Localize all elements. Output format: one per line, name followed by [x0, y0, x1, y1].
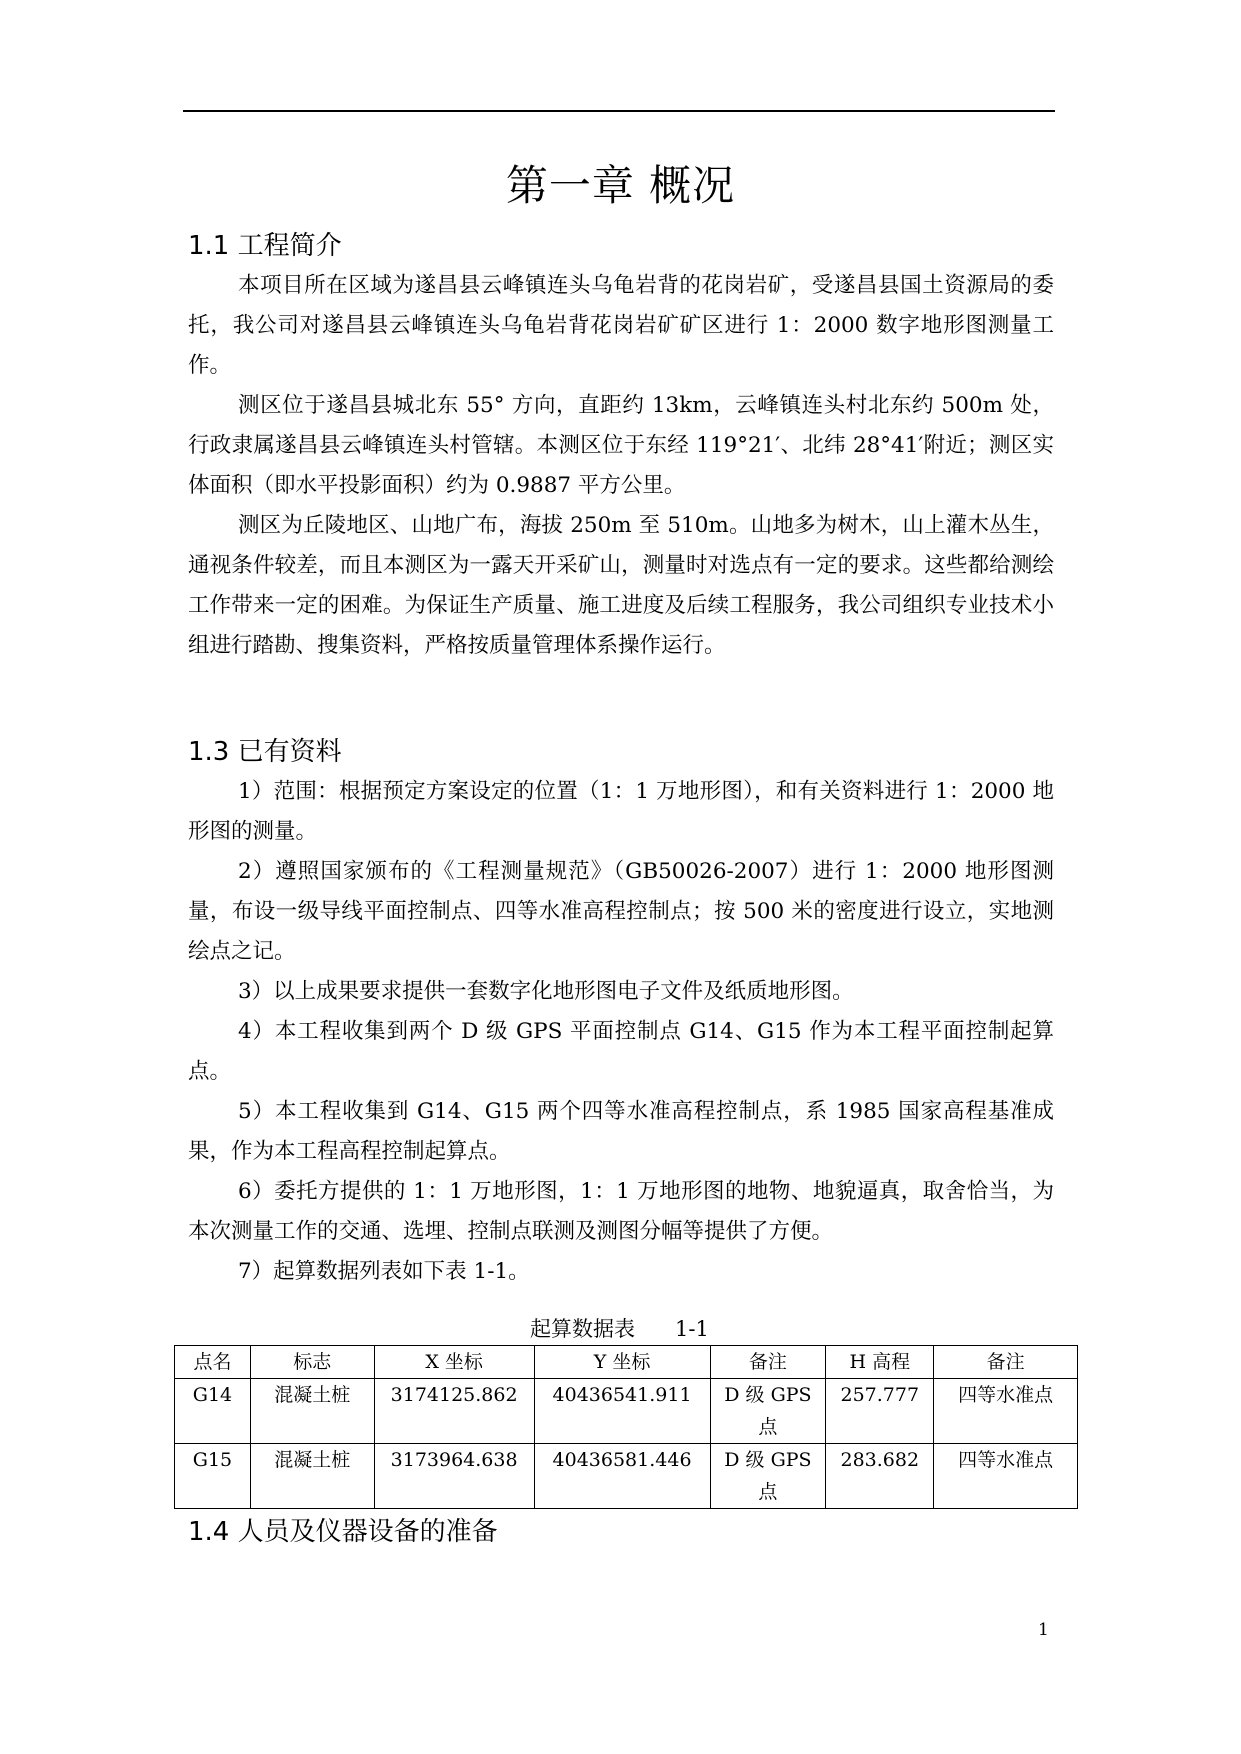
start-data-table [174, 1345, 1078, 1509]
cell-x-coordinate: 3173964.638 [374, 1444, 534, 1509]
cell-remark-2: 四等水准点 [934, 1379, 1078, 1444]
cell-remark-2: 四等水准点 [934, 1444, 1078, 1509]
paragraph-item-2: 2）遵照国家颁布的《工程测量规范》（GB50026-2007）进行 1：2000 地形图测量，布设一级导线平面控制点、四等水准高程控制点；按 500 米的密度进行设立，实地测绘点之记。 [188, 859, 1054, 964]
header-rule [183, 110, 1055, 112]
table-row [175, 1444, 1078, 1509]
paragraph-survey-location: 测区位于遂昌县城北东 55° 方向，直距约 13km，云峰镇连头村北东约 500m 处，行政隶属遂昌县云峰镇连头村管辖。本测区位于东经 119°21′、北纬 28°41′附近；测区实体面积（即水平投影面积）约为 0.9887 平方公里。 [188, 393, 1054, 498]
cell-remark: D 级 GPS 点 [710, 1444, 826, 1509]
paragraph-item-4: 4）本工程收集到两个 D 级 GPS 平面控制点 G14、G15 作为本工程平面控制起算点。 [188, 1019, 1054, 1084]
cell-y-coordinate: 40436581.446 [534, 1444, 710, 1509]
header-remark: 备注 [710, 1346, 826, 1379]
header-remark-2: 备注 [934, 1346, 1078, 1379]
header-h-elevation: H 高程 [826, 1346, 934, 1379]
section-heading-1-4: 1.4 人员及仪器设备的准备 [188, 1517, 498, 1547]
cell-h-elevation: 283.682 [826, 1444, 934, 1509]
header-y-coordinate: Y 坐标 [534, 1346, 710, 1379]
cell-remark: D 级 GPS 点 [710, 1379, 826, 1444]
header-marker: 标志 [250, 1346, 374, 1379]
header-x-coordinate: X 坐标 [374, 1346, 534, 1379]
paragraph-item-5: 5）本工程收集到 G14、G15 两个四等水准高程控制点，系 1985 国家高程基准成果，作为本工程高程控制起算点。 [188, 1099, 1054, 1164]
cell-h-elevation: 257.777 [826, 1379, 934, 1444]
paragraph-item-1: 1）范围：根据预定方案设定的位置（1：1 万地形图），和有关资料进行 1：2000 地形图的测量。 [188, 779, 1054, 844]
table-header-row [175, 1346, 1078, 1379]
header-point-name: 点名 [175, 1346, 251, 1379]
table-caption: 起算数据表 1-1 [530, 1317, 709, 1341]
cell-y-coordinate: 40436541.911 [534, 1379, 710, 1444]
paragraph-item-7: 7）起算数据列表如下表 1-1。 [238, 1259, 530, 1284]
cell-marker: 混凝土桩 [250, 1444, 374, 1509]
paragraph-terrain: 测区为丘陵地区、山地广布，海拔 250m 至 510m。山地多为树木，山上灌木丛生，通视条件较差，而且本测区为一露天开采矿山，测量时对选点有一定的要求。这些都给测绘工作带来一定的困难。为保证生产质量、施工进度及后续工程服务，我公司组织专业技术小组进行踏勘、搜集资料，严格按质量管理体系操作运行。 [188, 513, 1054, 658]
cell-point-name: G15 [175, 1444, 251, 1509]
section-heading-1-3: 1.3 已有资料 [188, 737, 342, 767]
page-number: 1 [1038, 1620, 1049, 1640]
section-heading-1-1: 1.1 工程简介 [188, 231, 342, 261]
chapter-title: 第一章 概况 [505, 161, 736, 210]
paragraph-item-3: 3）以上成果要求提供一套数字化地形图电子文件及纸质地形图。 [238, 979, 854, 1004]
cell-x-coordinate: 3174125.862 [374, 1379, 534, 1444]
cell-point-name: G14 [175, 1379, 251, 1444]
cell-marker: 混凝土桩 [250, 1379, 374, 1444]
table-row [175, 1379, 1078, 1444]
paragraph-project-intro: 本项目所在区域为遂昌县云峰镇连头乌龟岩背的花岗岩矿，受遂昌县国土资源局的委托，我公司对遂昌县云峰镇连头乌龟岩背花岗岩矿矿区进行 1：2000 数字地形图测量工作。 [188, 273, 1054, 378]
paragraph-item-6: 6）委托方提供的 1：1 万地形图，1：1 万地形图的地物、地貌逼真，取舍恰当，为本次测量工作的交通、选埋、控制点联测及测图分幅等提供了方便。 [188, 1179, 1054, 1244]
